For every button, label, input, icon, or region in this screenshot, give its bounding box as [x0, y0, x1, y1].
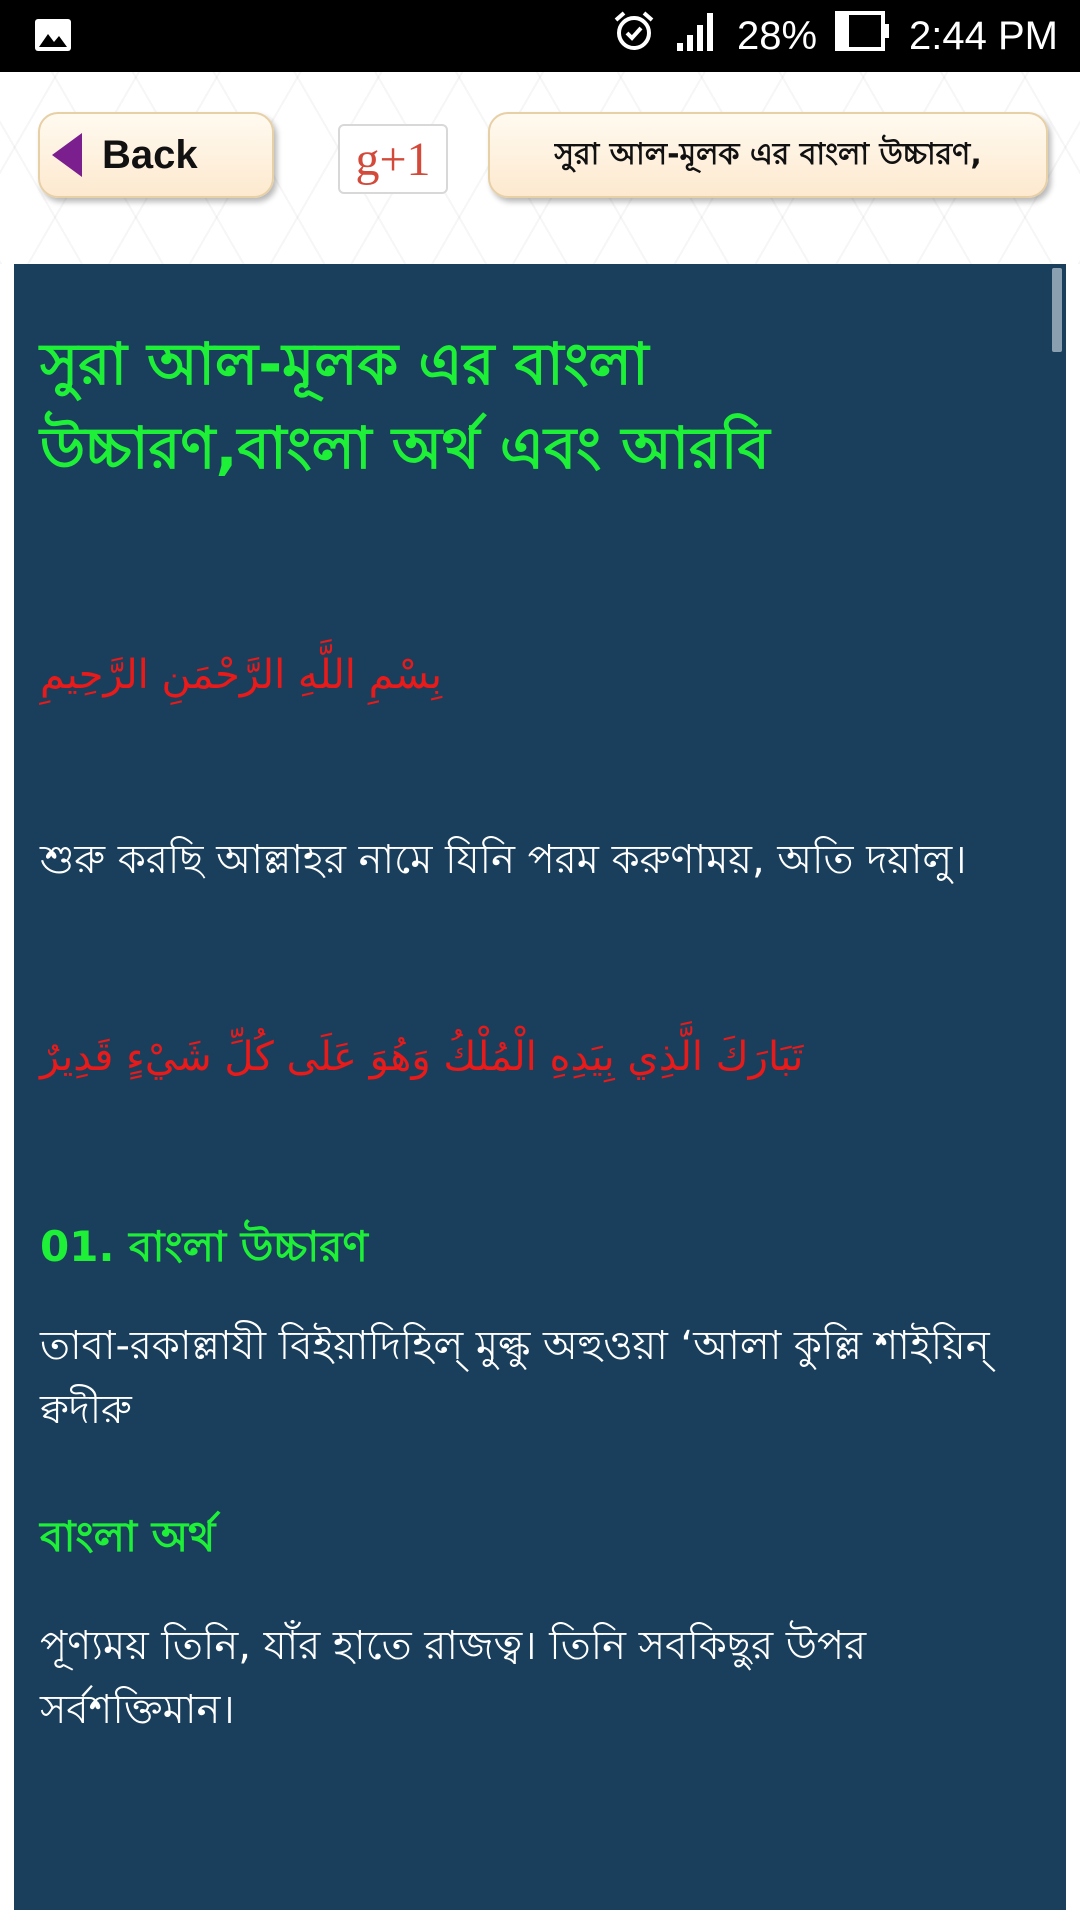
google-plus-one-button[interactable]	[338, 124, 448, 194]
back-arrow-icon	[52, 133, 82, 177]
verse-arabic: تَبَارَكَ الَّذِي بِيَدِهِ الْمُلْكُ وَهُوَ عَلَى كُلِّ شَيْءٍ قَدِيرٌ	[40, 1034, 804, 1080]
alarm-icon	[611, 8, 657, 64]
back-button-label: Back	[102, 132, 198, 177]
bismillah-arabic: بِسْمِ اللَّهِ الرَّحْمَنِ الرَّحِيمِ	[40, 652, 443, 698]
status-bar	[0, 0, 1080, 72]
header-title: সুরা আল-মূলক এর বাংলা উচ্চারণ,	[554, 136, 982, 172]
scrollbar-thumb[interactable]	[1052, 268, 1062, 352]
battery-icon	[835, 9, 891, 63]
back-button[interactable]	[38, 112, 274, 198]
clock: 2:44 PM	[909, 13, 1058, 58]
gallery-notification-icon	[34, 18, 72, 56]
signal-icon	[675, 9, 721, 63]
bismillah-meaning: শুরু করছি আল্লাহর নামে যিনি পরম করুণাময়, অতি দয়ালু।	[40, 837, 967, 883]
page-heading: সুরা আল-মূলক এর বাংলা উচ্চারণ,বাংলা অর্থ এবং আরবি	[40, 330, 770, 482]
meaning-heading: বাংলা অর্থ	[40, 1512, 216, 1561]
title-button[interactable]	[488, 112, 1048, 198]
pronunciation-text: তাবা-রকাল্লাযী বিইয়াদিহিল্ মুল্কু অহুওয়া ‘আলা কুল্লি শাইয়িন্ ক্বদীরু	[40, 1323, 990, 1433]
content-panel[interactable]	[14, 264, 1066, 1910]
pronunciation-heading: 01. বাংলা উচ্চারণ	[40, 1222, 368, 1271]
app-header	[0, 72, 1080, 264]
status-right	[611, 0, 1058, 72]
battery-percent: 28%	[736, 13, 818, 58]
google-plus-label: g+1	[355, 132, 431, 186]
meaning-text: পূণ্যময় তিনি, যাঁর হাতে রাজত্ব। তিনি সবকিছুর উপর সর্বশক্তিমান।	[40, 1623, 867, 1733]
